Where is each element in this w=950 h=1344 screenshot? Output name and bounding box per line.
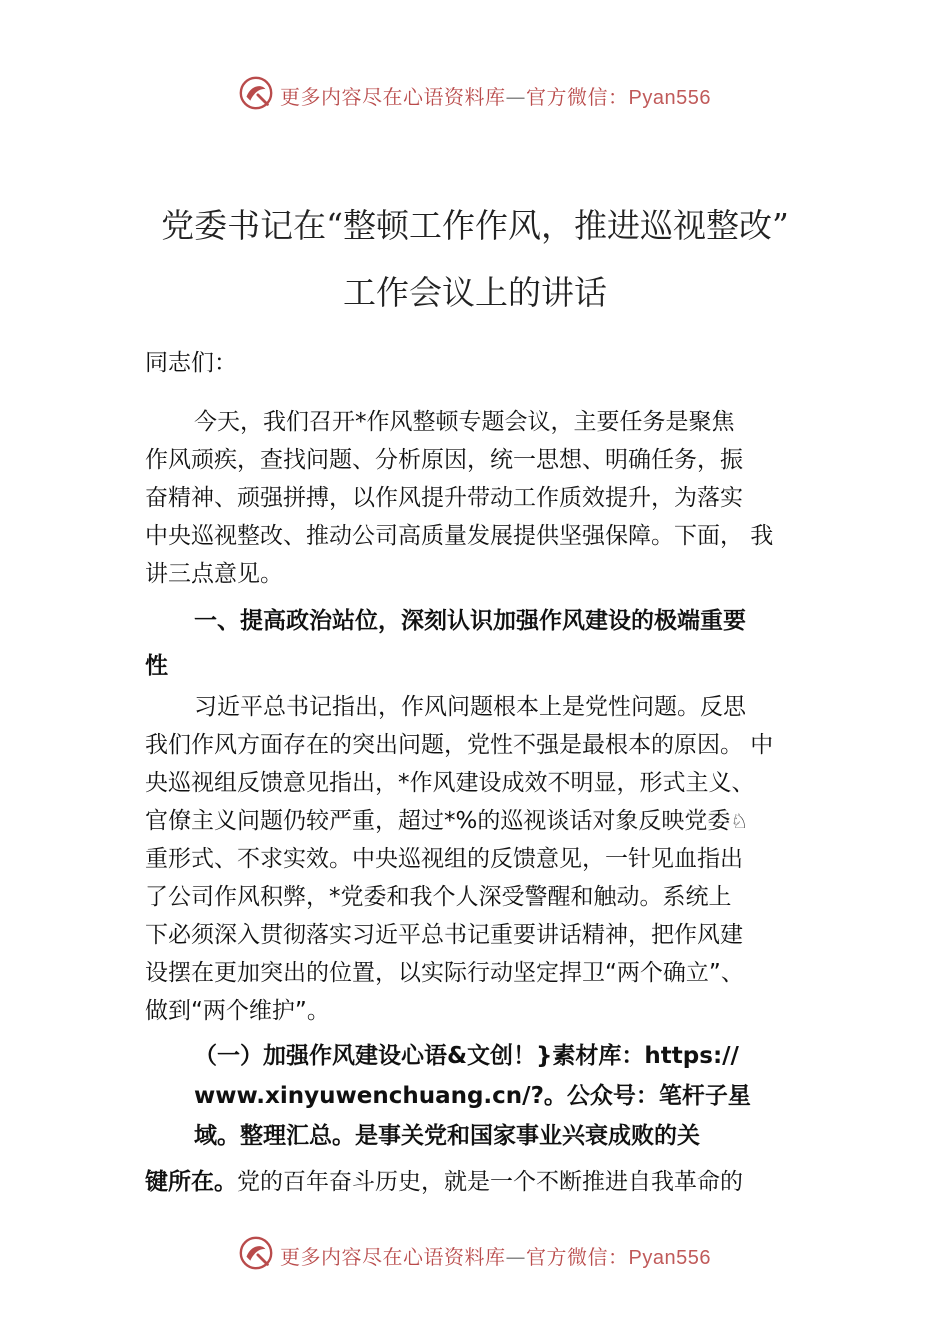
header-watermark — [0, 74, 950, 114]
section-body-line: 重形式、不求实效。中央巡视组的反馈意见，一针见血指出 — [145, 846, 743, 872]
watermark-separator: — — [505, 85, 526, 109]
footer-watermark — [0, 1234, 950, 1274]
intro-line: 作风顽疾，查找问题、分析原因，统一思想、明确任务，振 — [145, 447, 743, 473]
watermark-text — [280, 1241, 711, 1270]
section-body-line: 下必须深入贯彻落实习近平总书记重要讲话精神，把作风建 — [145, 922, 743, 948]
subsection-heading-line: 域。整理汇总。是事关党和国家事业兴衰成败的关 — [194, 1123, 700, 1149]
intro-line: 中央巡视整改、推动公司高质量发展提供坚强保障。下面， 我 — [145, 523, 774, 549]
intro-line: 奋精神、顽强拼搏，以作风提升带动工作质效提升，为落实 — [145, 485, 743, 511]
subsection-bold-lead: 键所在。 — [145, 1169, 237, 1195]
section-body-line: 习近平总书记指出，作风问题根本上是党性问题。反思 — [194, 694, 746, 720]
subsection-body-text: 党的百年奋斗历史，就是一个不断推进自我革命的 — [237, 1169, 743, 1195]
section-body-line: 做到“两个维护”。 — [145, 998, 330, 1024]
document-title-line-1: 党委书记在“整顿工作作风，推进巡视整改” — [161, 206, 789, 245]
watermark-separator: — — [505, 1245, 526, 1269]
watermark-main: 更多内容尽在心语资料库 — [280, 85, 506, 109]
watermark-label: 官方微信： — [526, 85, 629, 109]
subsection-heading-line: www.xinyuwenchuang.cn/?。公众号：笔杆子星 — [194, 1083, 751, 1109]
section-body-line — [145, 802, 748, 840]
watermark-label: 官方微信： — [526, 1245, 629, 1269]
watermark-code: Pyan556 — [628, 1247, 711, 1269]
knight-glyph-icon: ♘ — [730, 809, 749, 833]
watermark-logo-icon — [237, 74, 275, 112]
section-heading-continued: 性 — [145, 653, 168, 679]
subsection-body-line — [145, 1163, 743, 1201]
section-body-line: 央巡视组反馈意见指出，*作风建设成效不明显，形式主义、 — [145, 770, 755, 796]
intro-line: 讲三点意见。 — [145, 561, 283, 587]
greeting: 同志们： — [145, 350, 237, 376]
section-heading: 一、提高政治站位，深刻认识加强作风建设的极端重要 — [194, 608, 746, 634]
section-body-line: 我们作风方面存在的突出问题，党性不强是最根本的原因。 中 — [145, 732, 774, 758]
section-body-line: 设摆在更加突出的位置，以实际行动坚定捍卫“两个确立”、 — [145, 960, 744, 986]
section-body-line: 了公司作风积弊，*党委和我个人深受警醒和触动。系统上 — [145, 884, 732, 910]
watermark-logo-icon — [237, 1234, 275, 1272]
watermark-text — [280, 81, 711, 110]
watermark-main: 更多内容尽在心语资料库 — [280, 1245, 506, 1269]
subsection-heading-line: （一）加强作风建设心语&文创！}素材库：https:// — [194, 1043, 739, 1069]
intro-line: 今天，我们召开*作风整顿专题会议，主要任务是聚焦 — [194, 409, 735, 435]
watermark-code: Pyan556 — [628, 87, 711, 109]
document-title-line-2: 工作会议上的讲话 — [343, 273, 607, 312]
section-body-text: 官僚主义问题仍较严重，超过*%的巡视谈话对象反映党委 — [145, 808, 731, 834]
